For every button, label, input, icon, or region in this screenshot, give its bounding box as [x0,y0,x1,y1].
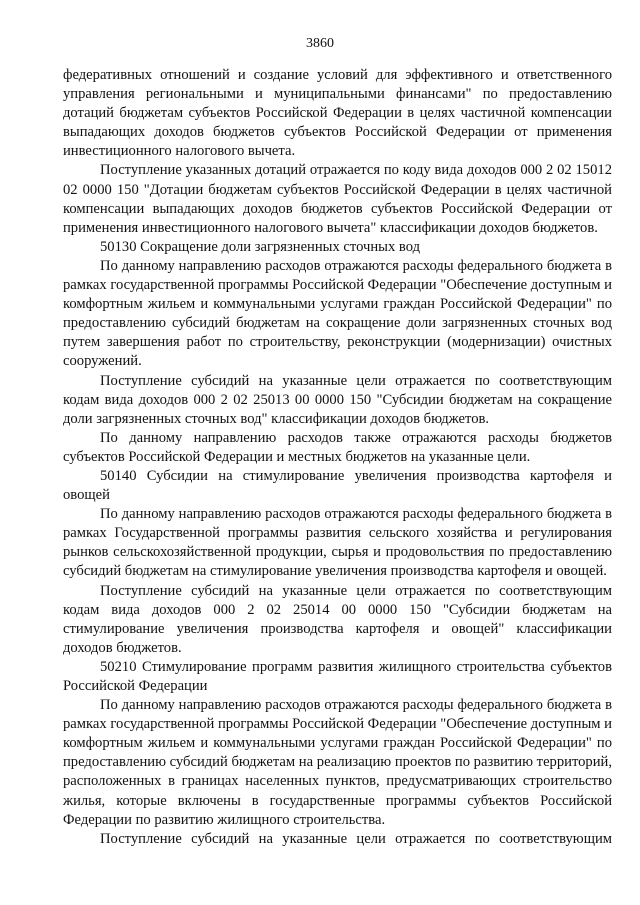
paragraph-50130-expenses: По данному направлению расходов отражаются расходы федерального бюджета в рамках государственной программы Российской Федерации "Обеспечение доступным и комфортным жильем и коммунальными услугами граждан Российской Федерации" по предоставлению субсидий бюджетам на сокращение доли загрязненных сточных вод путем завершения работ по строительству, реконструкции (модернизации) очистных сооружений. [63,257,612,370]
paragraph-continuation: федеративных отношений и создание условий для эффективного и ответственного управления региональными и муниципальными финансами" по предоставлению дотаций бюджетам субъектов Российской Федерации в целях частичной компенсации выпадающих доходов бюджетов субъектов Российской Федерации от применения инвестиционного налогового вычета. [63,67,612,160]
page-number: 3860 [306,36,334,51]
paragraph-50140-receipt: Поступление субсидий на указанные цели отражается по соответствующим кодам вида доходов 000 2 02 25014 00 0000 150 "Субсидии бюджетам на стимулирование увеличения производства картофеля и овощей" классификации доходов бюджетов. [63,582,612,656]
section-heading-50140: 50140 Субсидии на стимулирование увеличения производства картофеля и овощей [63,467,612,504]
paragraph-dotations-receipt: Поступление указанных дотаций отражается по коду вида доходов 000 2 02 15012 02 0000 150 "Дотации бюджетам субъектов Российской Федерации в целях частичной компенсации выпадающих доходов бюджетов субъектов Российской Федерации от применения инвестиционного налогового вычета" классификации доходов бюджетов. [63,162,612,236]
section-heading-50210: 50210 Стимулирование программ развития жилищного строительства субъектов Российской Федерации [63,658,612,694]
section-heading-50130: 50130 Сокращение доли загрязненных сточных вод [100,238,420,255]
paragraph-50130-receipt: Поступление субсидий на указанные цели отражается по соответствующим кодам вида доходов 000 2 02 25013 00 0000 150 "Субсидии бюджетам на сокращение доли загрязненных сточных вод" классификации доходов бюджетов. [63,372,612,427]
document-body [63,66,612,849]
paragraph-50140-expenses: По данному направлению расходов отражаются расходы федерального бюджета в рамках Государственной программы развития сельского хозяйства и регулирования рынков сельскохозяйственной продукции, сырья и продовольствия по предоставлению субсидий бюджетам на стимулирование увеличения производства картофеля и овощей. [63,506,612,580]
paragraph-50130-regional: По данному направлению расходов также отражаются расходы бюджетов субъектов Российской Федерации и местных бюджетов на указанные цели. [63,429,612,465]
paragraph-50210-expenses: По данному направлению расходов отражаются расходы федерального бюджета в рамках государственной программы Российской Федерации "Обеспечение доступным и комфортным жильем и коммунальными услугами граждан Российской Федерации" по предоставлению субсидий бюджетам на реализацию проектов по развитию территорий, расположенных в границах населенных пунктов, предусматривающих строительство жилья, которые включены в государственные программы субъектов Российской Федерации по развитию жилищного строительства. [63,697,612,828]
paragraph-50210-receipt: Поступление субсидий на указанные цели отражается по соответствующим [100,830,612,847]
